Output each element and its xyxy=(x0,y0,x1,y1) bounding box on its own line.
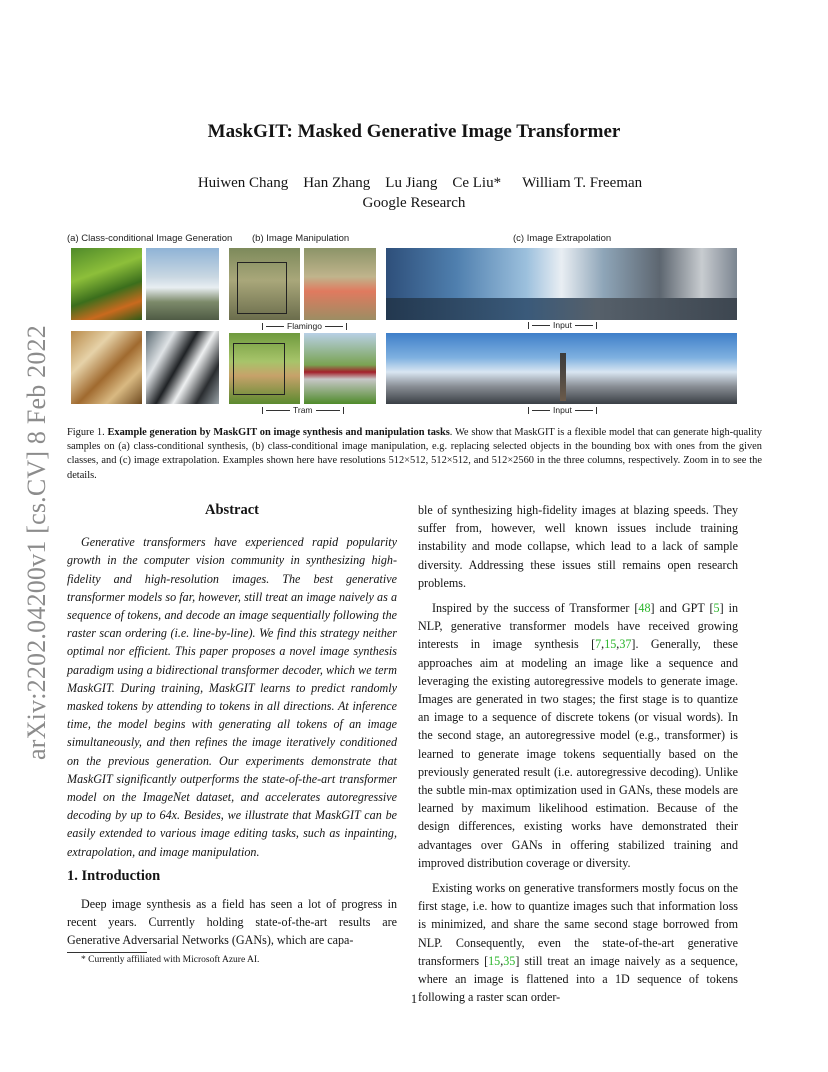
flamingo-label: Flamingo xyxy=(287,321,322,331)
right-paragraph-2: Existing works on generative transformers mostly focus on the first stage, i.e. how to quantize images such that information loss is minimized, and share the same second stage borrowed from NLP. Consequently, even the state-of-the-art generative transformers [15,35] still treat an image naively as a sequence, where an image is flattened into a 1D sequence of tokens following a raster scan order- xyxy=(418,881,738,1005)
citation-link[interactable]: 15 xyxy=(488,953,501,968)
right-paragraph-0: ble of synthesizing high-fidelity images at blazing speeds. They suffer from, however, well known issues include training instability and mode collapse, which lead to a lack of sample diversity. Addressing these issues still remains open research problems. xyxy=(418,503,738,590)
tram-image xyxy=(304,333,376,404)
right-column xyxy=(418,501,738,1006)
input-annotation-bottom xyxy=(528,405,597,415)
citation-link[interactable]: 37 xyxy=(619,637,632,652)
tram-label: Tram xyxy=(293,405,313,415)
footnote-rule xyxy=(67,952,147,953)
affiliation: Google Research xyxy=(362,195,466,211)
intro-paragraph: Deep image synthesis as a field has seen a lot of progress in recent years. Currently holding state-of-the-art results are Generative Adversarial Networks (GANs), which are capa- xyxy=(67,897,397,948)
citation-link[interactable]: 48 xyxy=(638,601,651,616)
penguins-image xyxy=(146,331,219,404)
fountain-image xyxy=(146,248,219,320)
author: Ce Liu* xyxy=(452,175,502,191)
input-label: Input xyxy=(553,405,572,415)
food-image xyxy=(71,331,142,404)
left-column xyxy=(67,501,397,950)
intro-heading: 1. Introduction xyxy=(67,867,161,884)
stork-image xyxy=(229,248,300,320)
bounding-box xyxy=(237,262,287,314)
author: William T. Freeman xyxy=(522,175,643,191)
citation-link[interactable]: 35 xyxy=(503,953,516,968)
right-paragraph-1: Inspired by the success of Transformer [48] and GPT [5] in NLP, generative transformer models have received growing interests in image synthesis [7,15,37]. Generally, these approaches aim at modeling an image like a sequence and leveraging the existing autoregressive models to generate image. Images are generated in two stages; the first stage is to quantize an image to a sequence of discrete tokens (or visual words). In the second stage, an autoregressive model (e.g., transformer) is learned to generate image tokens sequentially based on the previously generated result (i.e. autoregressive decoding). Unlike the subtle min-max optimization used in GANs, these models are learned by maximum likelihood estimation. Because of the design differences, existing works have demonstrated their advantages over GANs in offering stabilized training and improved distribution coverage or diversity. xyxy=(418,601,738,870)
page-number: 1 xyxy=(410,992,418,1006)
paris-skyline-panorama xyxy=(386,333,737,404)
citation-link[interactable]: 7 xyxy=(595,637,602,652)
input-annotation-top xyxy=(528,320,597,330)
abstract-heading: Abstract xyxy=(205,502,259,518)
abstract-text: Generative transformers have experienced rapid popularity growth in the computer vision community in synthesizing high-fidelity and high-resolution images. The best generative transformer models so far, however, still treat an image naively as a sequence of tokens, and decode an image sequentially following the raster scan ordering (i.e. line-by-line). We find this strategy neither optimal nor efficient. This paper proposes a novel image synthesis paradigm using a bidirectional transformer decoder, which we term MaskGIT. During training, MaskGIT learns to predict randomly masked tokens by attending to tokens in all directions. At inference time, the model begins with generating all tokens of an image simultaneously, and then refines the image iteratively conditioned on the previous generation. Our experiments demonstrate that MaskGIT significantly outperforms the state-of-the-art transformer model on the ImageNet dataset, and accelerates autoregressive decoding by up to 64x. Besides, we illustrate that MaskGIT can be easily extended to various image editing tasks, such as inpainting, extrapolation, and image manipulation. xyxy=(67,535,397,859)
footnote: * Currently affiliated with Microsoft Azure AI. xyxy=(81,955,260,965)
panel-c-label: (c) Image Extrapolation xyxy=(513,233,612,244)
paper-title: MaskGIT: Masked Generative Image Transformer xyxy=(207,121,621,142)
panel-b-label: (b) Image Manipulation xyxy=(252,233,350,244)
flamingo-annotation xyxy=(262,321,347,331)
citation-link[interactable]: 5 xyxy=(713,601,720,616)
author: Lu Jiang xyxy=(385,175,438,191)
parrot-image xyxy=(71,248,142,320)
author: Han Zhang xyxy=(303,175,371,191)
figure-caption: Figure 1. Example generation by MaskGIT on image synthesis and manipulation tasks. We show that MaskGIT is a flexible model that can generate high-quality samples on (a) class-conditional synthesis, (b) class-conditional image manipulation, e.g. replacing selected objects in the bounding box with ones from the given classes, and (c) image extrapolation. Examples shown here have resolutions 512×512, 512×512, and 512×2560 in the three columns, respectively. Zoom in to see the details. xyxy=(67,427,762,481)
panel-a-label: (a) Class-conditional Image Generation xyxy=(67,233,233,244)
mountain-lake-panorama xyxy=(386,248,737,320)
author-list xyxy=(0,175,828,192)
bounding-box xyxy=(233,343,285,395)
arxiv-stamp: arXiv:2202.04200v1 [cs.CV] 8 Feb 2022 xyxy=(22,325,51,760)
tram-annotation xyxy=(262,405,344,415)
caption-bold: Example generation by MaskGIT on image synthesis and manipulation tasks xyxy=(107,427,450,438)
citation-link[interactable]: 15 xyxy=(604,637,617,652)
author: Huiwen Chang xyxy=(197,175,289,191)
input-label: Input xyxy=(553,320,572,330)
flamingo-image xyxy=(304,248,376,320)
dog-image xyxy=(229,333,300,404)
